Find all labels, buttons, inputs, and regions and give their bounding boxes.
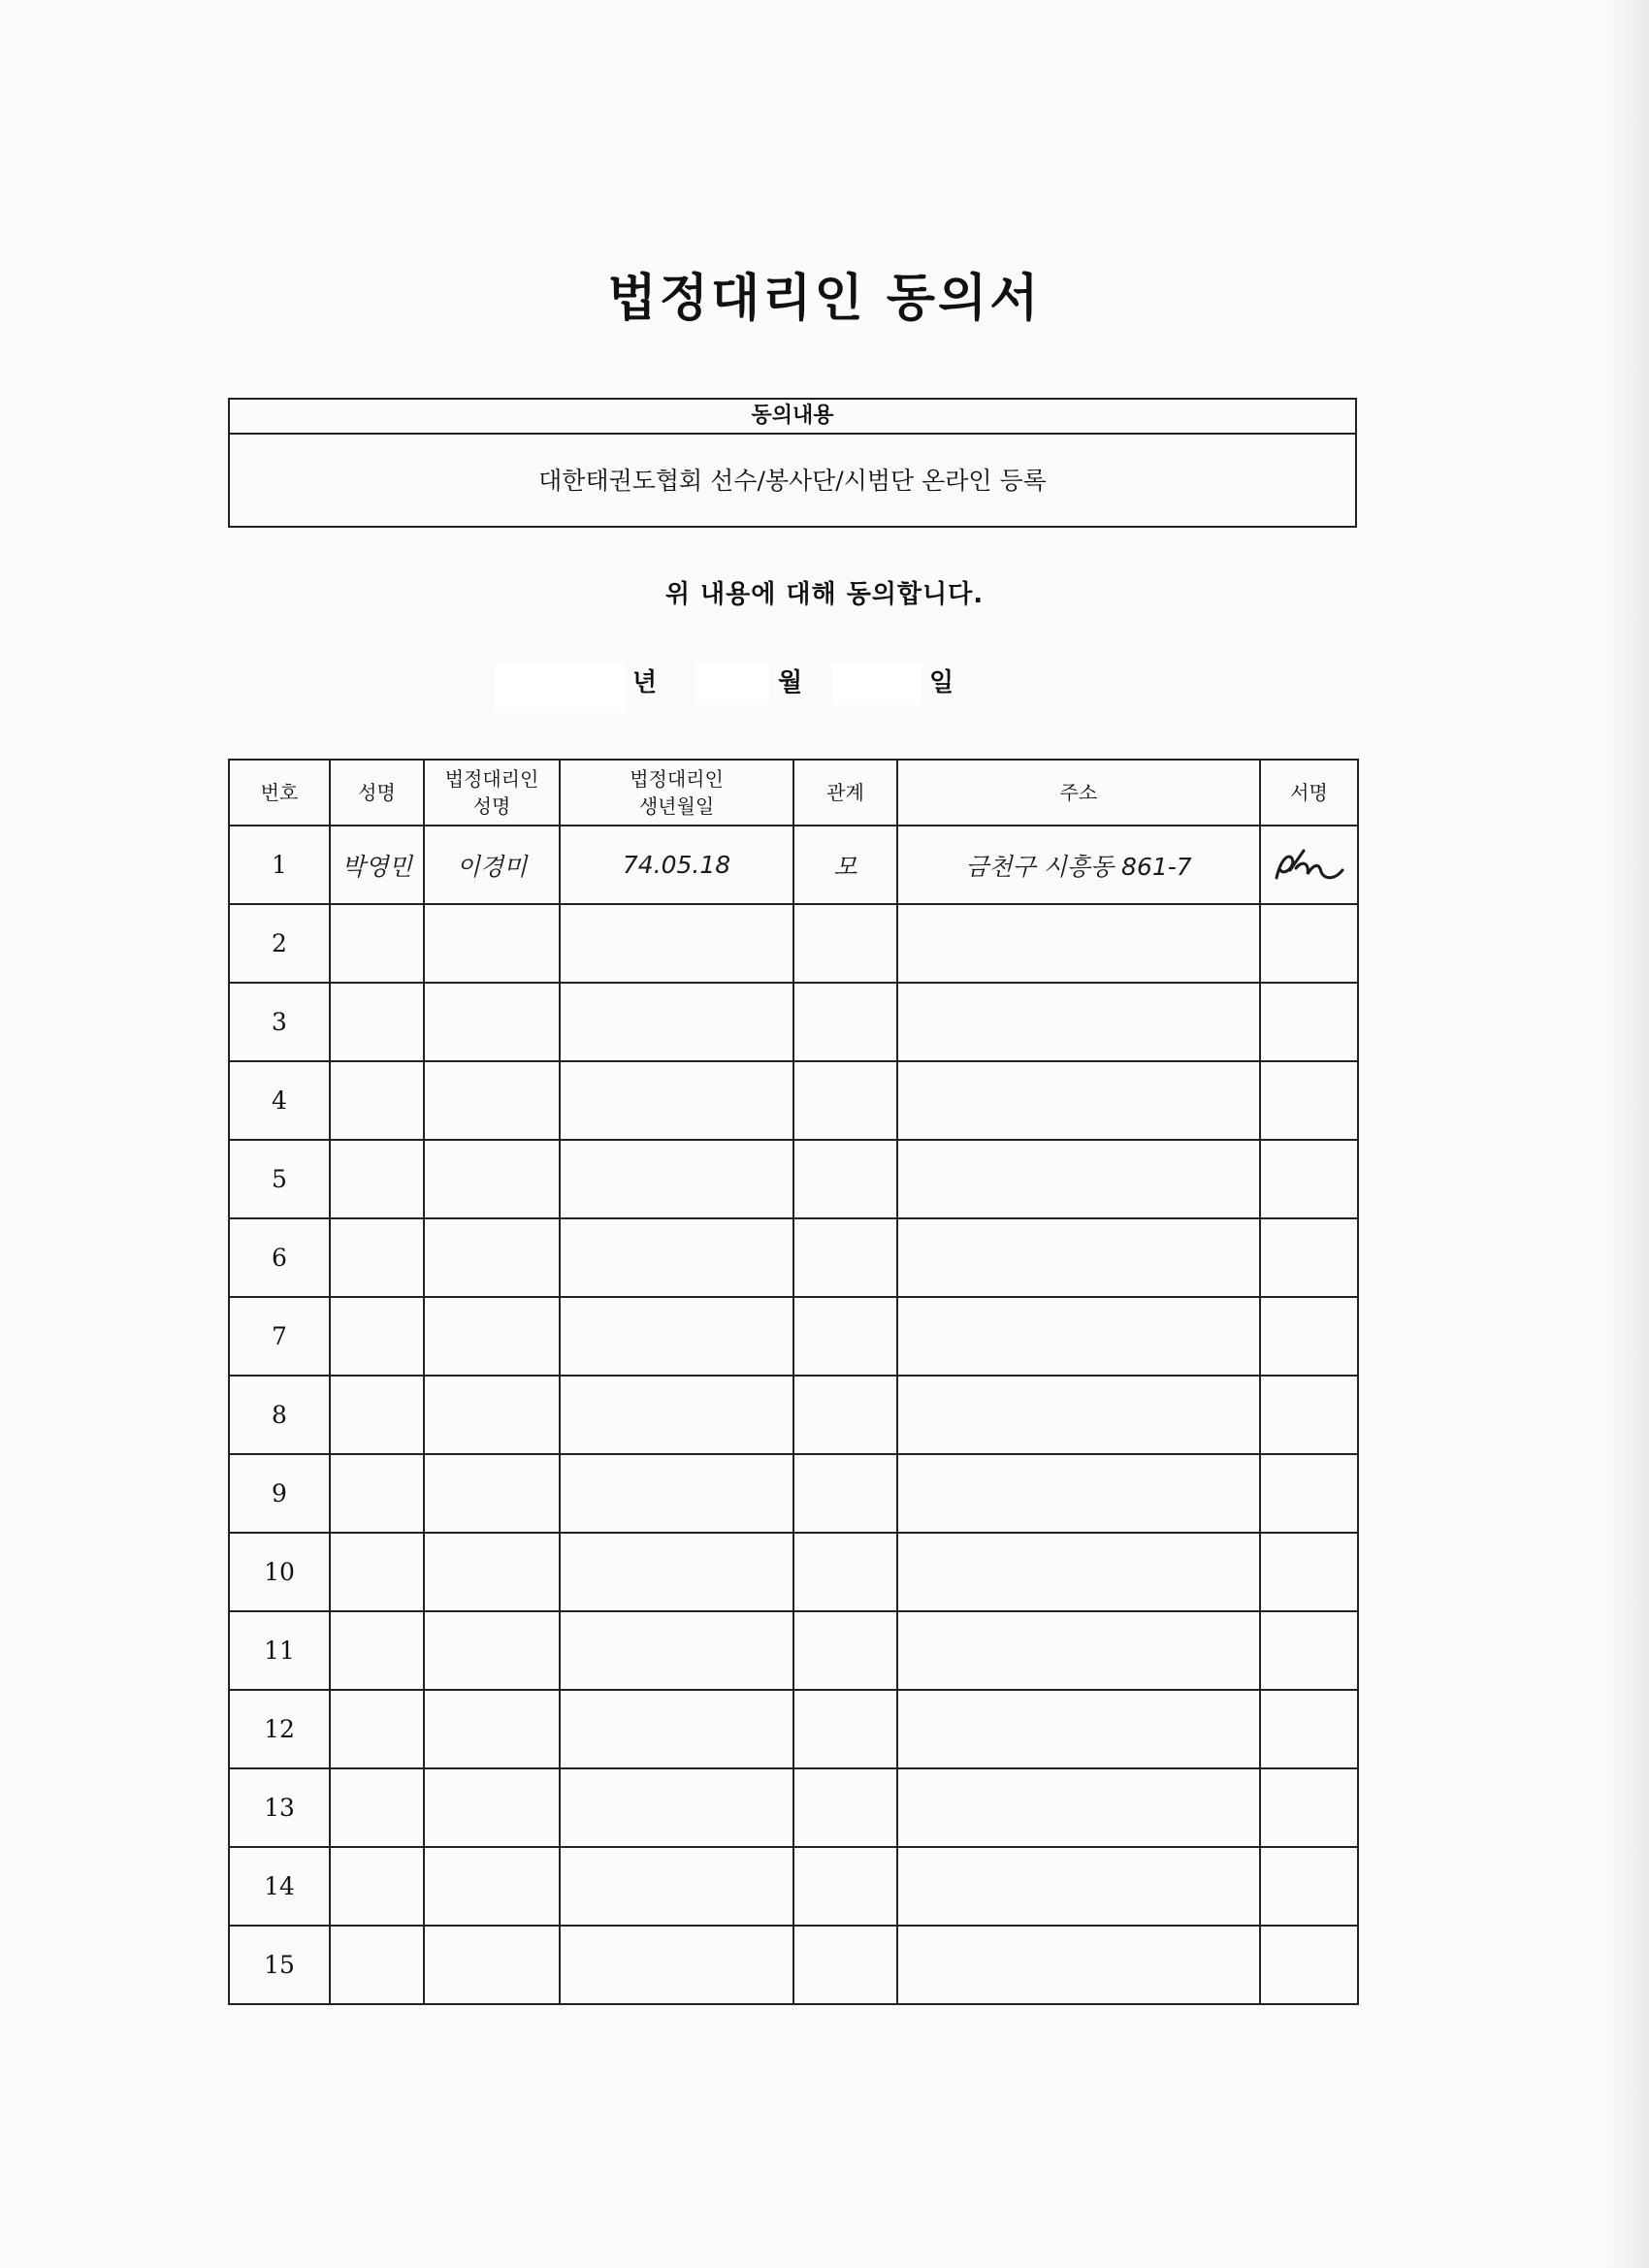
row-number: 13 [229,1768,330,1847]
consent-content: 대한태권도협회 선수/봉사단/시범단 온라인 등록 [538,467,1047,495]
row-number: 15 [229,1926,330,2004]
row-number: 14 [229,1847,330,1926]
signature-cell [1260,826,1358,904]
row-number: 2 [229,904,330,983]
date-month-label: 월 [778,668,803,697]
date-day-label: 일 [929,668,954,697]
table-row [229,826,1358,904]
table-row [229,1454,1358,1533]
table-row [229,904,1358,983]
header-signature: 서명 [1260,760,1358,826]
row-number: 1 [229,826,330,904]
row-number: 4 [229,1061,330,1140]
table-row [229,1376,1358,1454]
table-row [229,1611,1358,1690]
row-number: 8 [229,1376,330,1454]
table-row [229,1768,1358,1847]
table-row [229,1061,1358,1140]
header-address: 주소 [897,760,1260,826]
handwritten-relation: 모 [793,826,897,904]
header-name: 성명 [330,760,424,826]
row-number: 5 [229,1140,330,1218]
row-number: 6 [229,1218,330,1297]
consent-box [228,398,1357,528]
date-year-label: 년 [632,668,658,697]
signature-table [228,759,1359,2005]
header-guardian-name: 법정대리인 성명 [424,760,560,826]
table-row [229,1140,1358,1218]
row-number: 12 [229,1690,330,1768]
header-no: 번호 [229,760,330,826]
table-header-row [229,760,1358,826]
consent-header: 동의내용 [230,400,1355,435]
redacted-month [695,663,769,705]
table-row [229,1297,1358,1376]
table-row [229,1218,1358,1297]
table-row [229,1926,1358,2004]
header-relation: 관계 [793,760,897,826]
redacted-day [832,663,922,705]
header-guardian-birth: 법정대리인 생년월일 [560,760,793,826]
handwritten-address: 금천구 시흥동 861-7 [897,826,1260,904]
page-edge-shadow [1602,0,1649,2268]
row-number: 7 [229,1297,330,1376]
agreement-statement: 위 내용에 대해 동의합니다. [664,580,985,609]
document-title: 법정대리인 동의서 [607,270,1042,328]
row-number: 9 [229,1454,330,1533]
handwritten-signature-icon [1271,841,1348,890]
table-row [229,1533,1358,1611]
table-row [229,1847,1358,1926]
row-number: 10 [229,1533,330,1611]
table-row [229,983,1358,1061]
handwritten-guardian-birth: 74.05.18 [560,826,793,904]
handwritten-guardian-name: 이경미 [424,826,560,904]
handwritten-name: 박영민 [330,826,424,904]
row-number: 11 [229,1611,330,1690]
row-number: 3 [229,983,330,1061]
redacted-year [495,663,625,713]
table-row [229,1690,1358,1768]
